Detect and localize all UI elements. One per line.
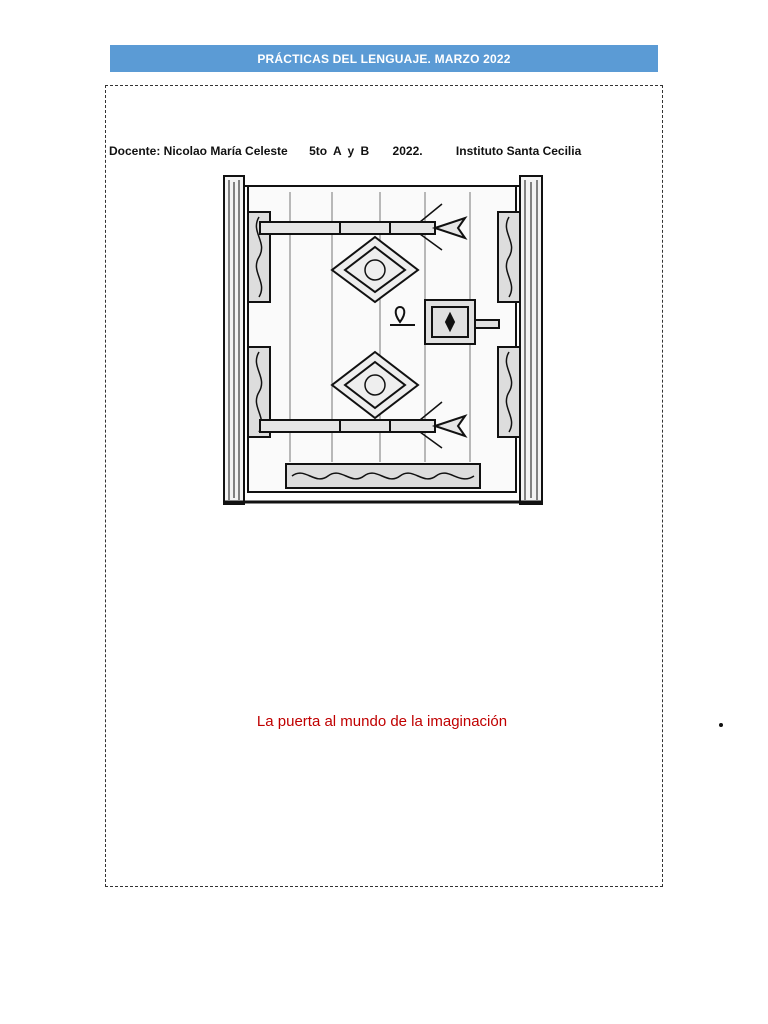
info-line — [109, 144, 581, 158]
medieval-door-illustration — [220, 172, 548, 508]
document-header — [110, 45, 658, 72]
door-icon — [220, 172, 548, 508]
subtitle-text: La puerta al mundo de la imaginación — [256, 713, 508, 730]
subtitle — [0, 713, 768, 730]
bullet-dot — [719, 723, 723, 727]
teacher-name: Docente: Nicolao María Celeste — [109, 144, 288, 158]
grade-label: 5to A y B — [309, 144, 370, 158]
header-title: PRÁCTICAS DEL LENGUAJE. MARZO 2022 — [257, 51, 511, 66]
school-name: Instituto Santa Cecilia — [455, 144, 582, 158]
year-label: 2022. — [392, 144, 423, 158]
